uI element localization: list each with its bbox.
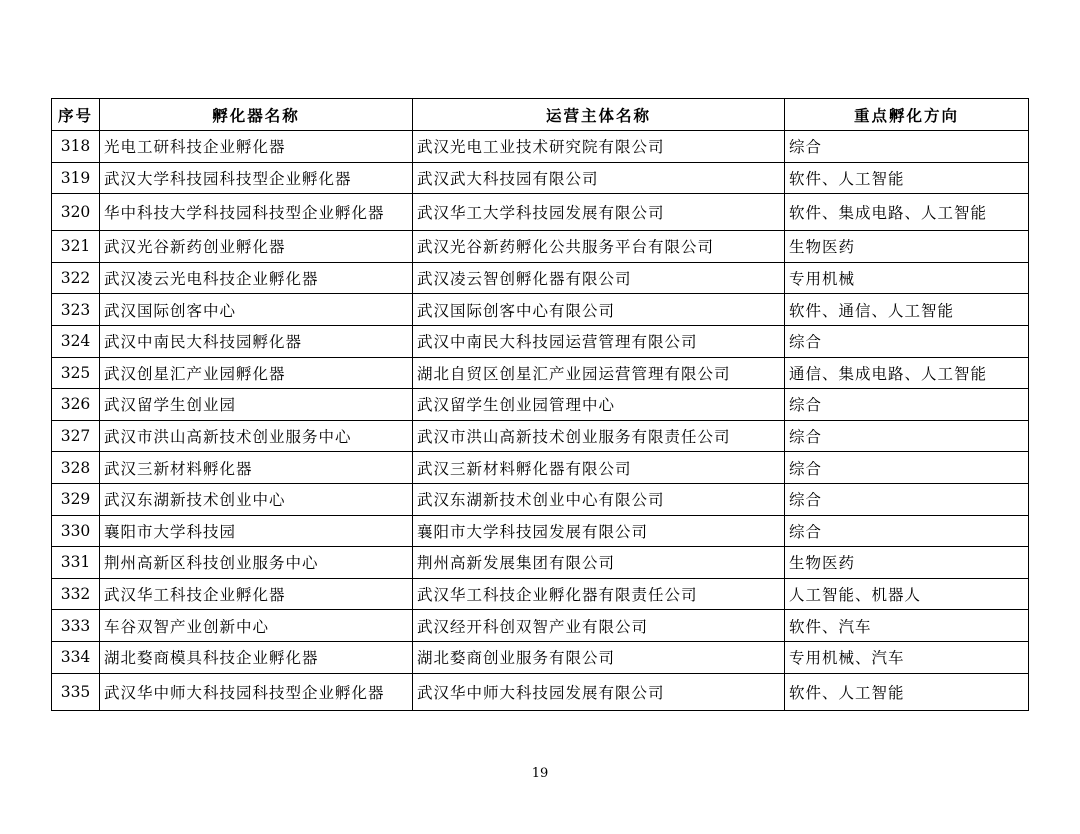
row-incubator-name: 武汉华工科技企业孵化器 [100, 578, 413, 610]
table-row [52, 547, 1029, 579]
table-row [52, 231, 1029, 263]
row-no: 335 [52, 673, 100, 710]
row-no: 319 [52, 162, 100, 194]
row-no: 321 [52, 231, 100, 263]
row-direction: 通信、集成电路、人工智能 [785, 357, 1029, 389]
row-incubator-name: 襄阳市大学科技园 [100, 515, 413, 547]
row-no: 332 [52, 578, 100, 610]
row-operator-name: 荆州高新发展集团有限公司 [413, 547, 785, 579]
row-incubator-name: 武汉光谷新药创业孵化器 [100, 231, 413, 263]
table-row [52, 610, 1029, 642]
table-row [52, 515, 1029, 547]
row-operator-name: 武汉华工科技企业孵化器有限责任公司 [413, 578, 785, 610]
table-header-row [52, 99, 1029, 131]
header-operator-name: 运营主体名称 [413, 99, 785, 131]
row-operator-name: 武汉华中师大科技园发展有限公司 [413, 673, 785, 710]
row-incubator-name: 武汉东湖新技术创业中心 [100, 483, 413, 515]
row-operator-name: 武汉东湖新技术创业中心有限公司 [413, 483, 785, 515]
row-no: 329 [52, 483, 100, 515]
row-direction: 软件、人工智能 [785, 162, 1029, 194]
row-direction: 综合 [785, 452, 1029, 484]
table-row [52, 578, 1029, 610]
row-operator-name: 武汉华工大学科技园发展有限公司 [413, 194, 785, 231]
table-row [52, 452, 1029, 484]
row-direction: 软件、汽车 [785, 610, 1029, 642]
table-row [52, 641, 1029, 673]
row-incubator-name: 武汉留学生创业园 [100, 389, 413, 421]
row-no: 324 [52, 325, 100, 357]
row-operator-name: 武汉市洪山高新技术创业服务有限责任公司 [413, 420, 785, 452]
row-incubator-name: 武汉大学科技园科技型企业孵化器 [100, 162, 413, 194]
row-operator-name: 武汉留学生创业园管理中心 [413, 389, 785, 421]
row-no: 320 [52, 194, 100, 231]
row-incubator-name: 武汉创星汇产业园孵化器 [100, 357, 413, 389]
row-direction: 综合 [785, 131, 1029, 163]
header-no: 序号 [52, 99, 100, 131]
row-operator-name: 武汉中南民大科技园运营管理有限公司 [413, 325, 785, 357]
row-direction: 综合 [785, 389, 1029, 421]
row-no: 334 [52, 641, 100, 673]
row-direction: 人工智能、机器人 [785, 578, 1029, 610]
row-direction: 软件、通信、人工智能 [785, 294, 1029, 326]
row-direction: 综合 [785, 420, 1029, 452]
row-incubator-name: 武汉市洪山高新技术创业服务中心 [100, 420, 413, 452]
row-incubator-name: 武汉华中师大科技园科技型企业孵化器 [100, 673, 413, 710]
table-row [52, 294, 1029, 326]
row-direction: 生物医药 [785, 547, 1029, 579]
row-no: 328 [52, 452, 100, 484]
row-no: 325 [52, 357, 100, 389]
row-incubator-name: 湖北婺商模具科技企业孵化器 [100, 641, 413, 673]
row-direction: 综合 [785, 515, 1029, 547]
row-incubator-name: 荆州高新区科技创业服务中心 [100, 547, 413, 579]
header-incubator-name: 孵化器名称 [100, 99, 413, 131]
row-operator-name: 武汉经开科创双智产业有限公司 [413, 610, 785, 642]
row-incubator-name: 华中科技大学科技园科技型企业孵化器 [100, 194, 413, 231]
row-no: 323 [52, 294, 100, 326]
row-operator-name: 武汉国际创客中心有限公司 [413, 294, 785, 326]
row-operator-name: 湖北自贸区创星汇产业园运营管理有限公司 [413, 357, 785, 389]
table-row [52, 325, 1029, 357]
row-direction: 软件、集成电路、人工智能 [785, 194, 1029, 231]
row-incubator-name: 武汉国际创客中心 [100, 294, 413, 326]
row-operator-name: 武汉三新材料孵化器有限公司 [413, 452, 785, 484]
row-direction: 专用机械 [785, 262, 1029, 294]
row-operator-name: 武汉凌云智创孵化器有限公司 [413, 262, 785, 294]
row-direction: 综合 [785, 325, 1029, 357]
row-incubator-name: 武汉凌云光电科技企业孵化器 [100, 262, 413, 294]
row-direction: 生物医药 [785, 231, 1029, 263]
table-row [52, 131, 1029, 163]
table-row [52, 262, 1029, 294]
row-incubator-name: 光电工研科技企业孵化器 [100, 131, 413, 163]
row-incubator-name: 武汉三新材料孵化器 [100, 452, 413, 484]
table-row [52, 673, 1029, 710]
table-row [52, 194, 1029, 231]
row-operator-name: 武汉武大科技园有限公司 [413, 162, 785, 194]
table-row [52, 357, 1029, 389]
incubator-table [51, 98, 1029, 711]
table-row [52, 162, 1029, 194]
row-direction: 综合 [785, 483, 1029, 515]
row-operator-name: 襄阳市大学科技园发展有限公司 [413, 515, 785, 547]
row-no: 326 [52, 389, 100, 421]
row-operator-name: 湖北婺商创业服务有限公司 [413, 641, 785, 673]
table-row [52, 483, 1029, 515]
table-row [52, 420, 1029, 452]
row-no: 331 [52, 547, 100, 579]
row-no: 318 [52, 131, 100, 163]
row-no: 330 [52, 515, 100, 547]
row-operator-name: 武汉光谷新药孵化公共服务平台有限公司 [413, 231, 785, 263]
row-direction: 软件、人工智能 [785, 673, 1029, 710]
row-no: 327 [52, 420, 100, 452]
row-incubator-name: 武汉中南民大科技园孵化器 [100, 325, 413, 357]
row-direction: 专用机械、汽车 [785, 641, 1029, 673]
row-operator-name: 武汉光电工业技术研究院有限公司 [413, 131, 785, 163]
header-direction: 重点孵化方向 [785, 99, 1029, 131]
page-number: 19 [531, 766, 549, 781]
row-no: 333 [52, 610, 100, 642]
table-row [52, 389, 1029, 421]
row-no: 322 [52, 262, 100, 294]
row-incubator-name: 车谷双智产业创新中心 [100, 610, 413, 642]
